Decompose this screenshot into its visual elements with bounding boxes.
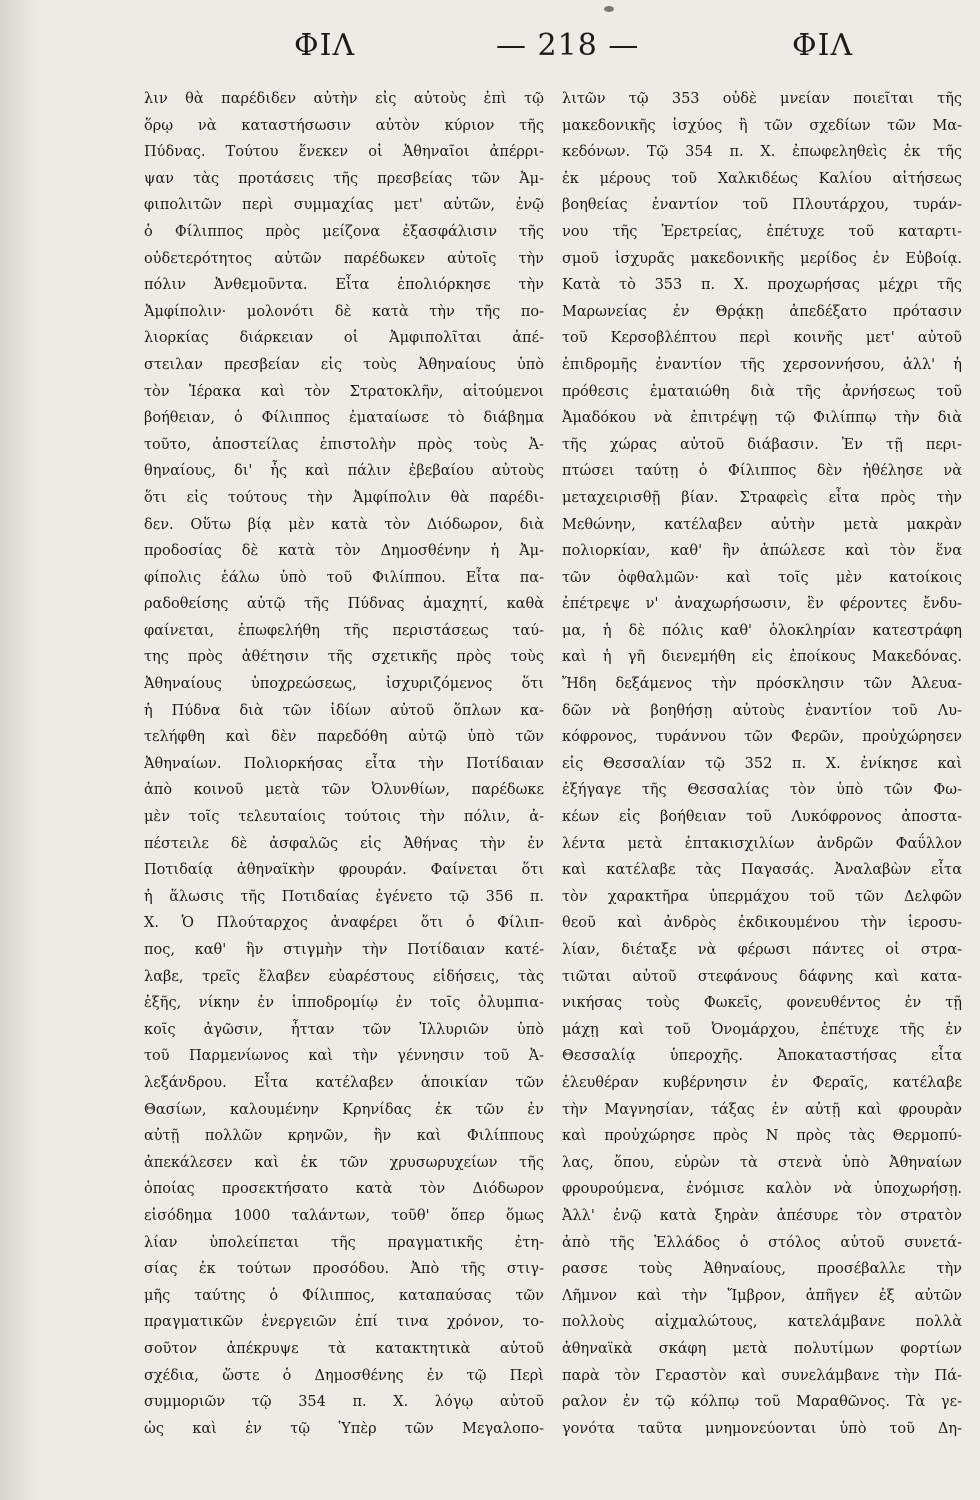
right-column-text-line: ἐπέτρεψε ν' ἀναχωρήσωσιν, ἓν φέροντες ἔνδυ- xyxy=(562,596,962,613)
right-column-text-line: λιτῶν τῷ 353 οὐδὲ μνείαν ποιεῖται τῆς xyxy=(562,91,962,107)
page-number: — 218 — xyxy=(496,28,640,63)
left-column-text-line: πραγματικῶν ἐνεργειῶν ἐπί τινα χρόνον, το- xyxy=(144,1314,544,1331)
right-column-text-line: καὶ κατέλαβε τὰς Παγασάς. Ἀναλαβὼν εἶτα xyxy=(562,862,962,879)
right-column-text-line: μεταχειρισθῇ βίαν. Στραφεὶς εἶτα πρὸς τὴν xyxy=(562,489,962,506)
right-column-text-line: εἰς Θεσσαλίαν τῷ 352 π. Χ. ἐνίκησε καὶ xyxy=(562,755,962,772)
right-column-text-line: Θεσσαλίᾳ ὑπεροχῆς. Ἀποκαταστήσας εἶτα xyxy=(562,1048,962,1065)
left-column-text-line: φιπολιτῶν περὶ συμμαχίας μετ' αὐτῶν, ἐνῷ xyxy=(144,197,544,214)
left-column-text-line: λίαν ὑπολείπεται τῆς πραγματικῆς ἐτη- xyxy=(144,1234,544,1251)
right-column-text-line: Ἤδη δεξάμενος τὴν πρόσκλησιν τῶν Ἀλευα- xyxy=(562,676,962,693)
right-column-text-line: ἐκ μέρους τοῦ Χαλκιδέως Καλίου αἰτήσεως xyxy=(562,170,962,187)
left-column-text-line: Χ. Ὁ Πλούταρχος ἀναφέρει ὅτι ὁ Φίλιπ- xyxy=(144,915,544,932)
right-column-text-line: ἐξήγαγε τῆς Θεσσαλίας τὸν ὑπὸ τῶν Φω- xyxy=(562,782,962,799)
left-column-text-line: σοῦτον ἀπέκρυψε τὰ κατακτητικὰ αὐτοῦ xyxy=(144,1340,544,1357)
right-column xyxy=(562,86,962,1442)
left-column-text-line: λιορκίας διάρκειαν οἱ Ἀμφιπολῖται ἀπέ- xyxy=(144,330,544,347)
left-column-text-line: σχέδια, ὥστε ὁ Δημοσθένης ἐν τῷ Περὶ xyxy=(144,1367,544,1384)
left-column-text-line: προδοσίας δὲ κατὰ τὸν Δημοσθένην ἡ Ἀμ- xyxy=(144,543,544,560)
right-column-text-line: λίαν, διέταξε νὰ φέρωσι πάντες οἱ στρα- xyxy=(562,942,962,958)
left-column-text-line: αὐτῇ πολλῶν κρηνῶν, ἣν καὶ Φιλίππους xyxy=(144,1128,544,1145)
left-column-text-line: πος, καθ' ἣν στιγμὴν τὴν Ποτίδαιαν κατέ- xyxy=(144,942,544,958)
left-column-text-line: ἀπεκάλεσεν καὶ ἐκ τῶν χρυσωρυχείων τῆς xyxy=(144,1154,544,1171)
running-head-left: ΦΙΛ xyxy=(294,28,356,63)
right-column-text-line: ἐλευθέραν κυβέρνησιν ἐν Φεραῖς, κατέλαβε xyxy=(562,1074,962,1091)
left-column-text-line: τοῦτο, ἀποστείλας ἐπιστολὴν πρὸς τοὺς Ἀ- xyxy=(144,436,544,453)
right-column-text-line: Ἀμαδόκου νὰ ἐπιτρέψῃ τῷ Φιλίππῳ τὴν διὰ xyxy=(562,410,962,427)
right-column-text-line: νικήσας τοὺς Φωκεῖς, φονευθέντος ἐν τῇ xyxy=(562,995,962,1012)
left-column-text-line: πέστειλε δὲ ἀσφαλῶς εἰς Ἀθήνας τὴν ἐν xyxy=(144,835,544,852)
left-column-text-line: Ἀθηναίων. Πολιορκήσας εἶτα τὴν Ποτίδαιαν xyxy=(144,755,544,772)
right-column-text-line: νου τῆς Ἐρετρείας, ἐπέτυχε τοῦ καταρτι- xyxy=(562,223,962,240)
left-column-text-line: οὐδετερότητος αὐτῶν παρέδωκεν αὐτοῖς τὴν xyxy=(144,250,544,267)
left-column-text-line: λαβε, τρεῖς ἔλαβεν εὐαρέστους εἰδήσεις, τὰς xyxy=(144,968,544,985)
right-column-text-line: πολιορκίαν, καθ' ἣν ἀπώλεσε καὶ τὸν ἕνα xyxy=(562,543,962,560)
right-column-text-line: Μαρωνείας ἐν Θρᾴκῃ ἀπεδέξατο πρότασιν xyxy=(562,303,962,320)
right-column-text-line: βοηθείας ἐναντίον τοῦ Πλουτάρχου, τυράν- xyxy=(562,197,962,214)
left-column-text-line: θηναίους, δι' ἧς καὶ πάλιν ἐβεβαίου αὐτοὺς xyxy=(144,463,544,480)
left-column-text-line: της πρὸς ἀθέτησιν τῆς σχετικῆς πρὸς τοὺς xyxy=(144,649,544,666)
left-column-text-line: Ἀθηναίους ὑποχρεώσεως, ἰσχυριζόμενος ὅτι xyxy=(144,676,544,693)
left-column-text-line: ἑξῆς, νίκην ἐν ἱπποδρομίῳ ἐν τοῖς ὀλυμπια- xyxy=(144,995,544,1012)
left-column-text-line: ἀπὸ κοινοῦ μετὰ τῶν Ὀλυνθίων, παρέδωκε xyxy=(144,782,544,799)
right-column-text-line: τῶν ὀφθαλμῶν· καὶ τοῖς μὲν κατοίκοις xyxy=(562,569,962,586)
right-column-text-line: Ἀλλ' ἐνῷ κατὰ ξηρὰν ἀπέσυρε τὸν στρατὸν xyxy=(562,1207,962,1224)
left-column-text-line: Θασίων, καλουμένην Κρηνίδας ἐκ τῶν ἐν xyxy=(144,1101,544,1118)
ink-blot xyxy=(604,6,614,12)
left-column-text-line: Πύδνας. Τούτου ἕνεκεν οἱ Ἀθηναῖοι ἀπέρρι- xyxy=(144,144,544,161)
right-column-text-line: μακεδονικῆς ἰσχύος ἢ τῶν σχεδίων τῶν Μα- xyxy=(562,117,962,134)
left-column-text-line: φίπολις ἑάλω ὑπὸ τοῦ Φιλίππου. Εἶτα πα- xyxy=(144,569,544,586)
left-column-text-line: μῆς ταύτης ὁ Φίλιππος, καταπαύσας τῶν xyxy=(144,1287,544,1304)
right-column-text-line: φρουρούμενα, ἐνόμισε καλὸν νὰ ὑποχωρήσῃ. xyxy=(562,1181,962,1198)
left-column-text-line: ὡς καὶ ἐν τῷ Ὑπὲρ τῶν Μεγαλοπο- xyxy=(144,1420,544,1437)
left-column-text-line: ὁποίας προσεκτήσατο κατὰ τὸν Διόδωρον xyxy=(144,1181,544,1198)
right-column-text-line: τὴν Μαγνησίαν, τάξας ἐν αὐτῇ καὶ φρουρὰν xyxy=(562,1101,962,1118)
left-column-text-line: βοήθειαν, ὁ Φίλιππος ἐματαίωσε τὸ διάβημα xyxy=(144,410,544,427)
right-column-text-line: γονότα ταῦτα μνημονεύονται ὑπὸ τοῦ Δη- xyxy=(562,1420,962,1437)
left-column-text-line: στειλαν πρεσβείαν εἰς τοὺς Ἀθηναίους ὑπὸ xyxy=(144,356,544,373)
left-column-text-line: Ποτιδαίᾳ ἀθηναϊκὴν φρουράν. Φαίνεται ὅτι xyxy=(144,862,544,879)
right-column-text-line: ἀθηναϊκὰ σκάφη μετὰ πολυτίμων φορτίων xyxy=(562,1340,962,1357)
right-column-text-line: Κατὰ τὸ 353 π. Χ. προχωρήσας μέχρι τῆς xyxy=(562,277,962,294)
left-column-text-line: φαίνεται, ἐπωφελήθη τῆς περιστάσεως ταύ- xyxy=(144,622,544,639)
right-column-text-line: Μεθώνην, κατέλαβεν αὐτὴν μετὰ μακρὰν xyxy=(562,516,962,533)
left-column-text-line: τελήφθη καὶ δὲν παρεδόθη αὐτῷ ὑπὸ τῶν xyxy=(144,729,544,746)
right-column-text-line: τοῦ Κερσοβλέπτου περὶ κοινῆς μετ' αὐτοῦ xyxy=(562,330,962,347)
left-column-text-line: ψαν τὰς προτάσεις τῆς πρεσβείας τῶν Ἀμ- xyxy=(144,170,544,187)
right-column-text-line: ραλον ἐν τῷ κόλπῳ τοῦ Μαραθῶνος. Τὰ γε- xyxy=(562,1394,962,1411)
right-column-text-line: μα, ἡ δὲ πόλις καθ' ὁλοκληρίαν κατεστράφη xyxy=(562,622,962,639)
right-column-text-line: Λῆμνον καὶ τὴν Ἴμβρον, ἀπῆγεν ἐξ αὐτῶν xyxy=(562,1287,962,1304)
right-column-text-line: ρασσε τοὺς Ἀθηναίους, προσέβαλλε τὴν xyxy=(562,1261,962,1278)
left-column-text-line: ὅτι εἰς τούτους τὴν Ἀμφίπολιν θὰ παρέδι- xyxy=(144,489,544,506)
right-column-text-line: καὶ ἡ γῆ διενεμήθη εἰς ἐποίκους Μακεδόνας. xyxy=(562,649,962,666)
right-column-text-line: πτώσει ταύτῃ ὁ Φίλιππος δὲν ἠθέλησε νὰ xyxy=(562,463,962,480)
left-column-text-line: λιν θὰ παρέδιδεν αὐτὴν εἰς αὐτοὺς ἐπὶ τῷ xyxy=(144,91,544,107)
page-header xyxy=(140,28,920,78)
left-column-text-line: σίας ἐκ τούτων προσόδου. Ἀπὸ τῆς στιγ- xyxy=(144,1261,544,1278)
left-column-text-line: ἡ ἅλωσις τῆς Ποτιδαίας ἐγένετο τῷ 356 π. xyxy=(144,888,544,905)
left-column-text-line: τὸν Ἱέρακα καὶ τὸν Στρατοκλῆν, αἰτούμενοι xyxy=(144,383,544,400)
right-column-text-line: θεοῦ καὶ ἀνδρὸς ἐκδικουμένου τὴν ἱεροσυ- xyxy=(562,915,962,932)
right-column-text-line: κεδόνων. Τῷ 354 π. Χ. ἐπωφεληθεὶς ἐκ τῆς xyxy=(562,144,962,161)
left-column-text-line: πόλιν Ἀνθεμοῦντα. Εἶτα ἐπολιόρκησε τὴν xyxy=(144,277,544,294)
right-column-text-line: τὸν χαρακτῆρα ὑπερμάχου τοῦ τῶν Δελφῶν xyxy=(562,888,962,905)
right-column-text-line: κόφρονος, τυράννου τῶν Φερῶν, προὐχώρησεν xyxy=(562,729,962,746)
right-column-text-line: τῆς χώρας αὐτοῦ διάβασιν. Ἐν τῇ περι- xyxy=(562,436,962,453)
running-head-right: ΦΙΛ xyxy=(792,28,854,63)
right-column-text-line: καὶ προὐχώρησε πρὸς Ν πρὸς τὰς Θερμοπύ- xyxy=(562,1128,962,1145)
right-column-text-line: λέντα μετὰ ἑπτακισχιλίων ἀνδρῶν Φαΰλλον xyxy=(562,835,962,852)
right-column-text-line: μάχῃ καὶ τοῦ Ὀνομάρχου, ἐπέτυχε τῆς ἐν xyxy=(562,1021,962,1038)
right-column-text-line: ἐπιδρομῆς ἐναντίον τῆς χερσοννήσου, ἀλλ' ἡ xyxy=(562,356,962,373)
left-column-text-line: Ἀμφίπολιν· μολονότι δὲ κατὰ τὴν τῆς πο- xyxy=(144,303,544,320)
left-column xyxy=(144,86,544,1442)
right-column-text-line: πρόθεσις ἐματαιώθη διὰ τῆς ἀρνήσεως τοῦ xyxy=(562,383,962,400)
left-column-text-line: ὁ Φίλιππος πρὸς μείζονα ἐξασφάλισιν τῆς xyxy=(144,223,544,240)
right-column-text-line: κέων εἰς βοήθειαν τοῦ Λυκόφρονος ἀποστα- xyxy=(562,809,962,826)
left-column-text-line: τοῦ Παρμενίωνος καὶ τὴν γέννησιν τοῦ Ἀ- xyxy=(144,1048,544,1065)
left-column-text-line: κοῖς ἀγῶσιν, ἧτταν τῶν Ἰλλυριῶν ὑπὸ xyxy=(144,1021,544,1038)
right-column-text-line: πολλοὺς αἰχμαλώτους, κατελάμβανε πολλὰ xyxy=(562,1314,962,1331)
right-column-text-line: ἀπὸ τῆς Ἑλλάδος ὁ στόλος αὐτοῦ συνετά- xyxy=(562,1234,962,1251)
left-column-text-line: λεξάνδρου. Εἶτα κατέλαβεν ἀποικίαν τῶν xyxy=(144,1074,544,1091)
left-column-text-line: ραδοθείσης αὐτῷ τῆς Πύδνας ἀμαχητί, καθὰ xyxy=(144,596,544,613)
right-column-text-line: παρὰ τὸν Γεραστὸν καὶ συνελάμβανε τὴν Πά- xyxy=(562,1367,962,1384)
left-column-text-line: συμμοριῶν τῷ 354 π. Χ. λόγῳ αὐτοῦ xyxy=(144,1394,544,1411)
left-column-text-line: μὲν τοῖς τελευταίοις τούτοις τὴν πόλιν, ἀ- xyxy=(144,809,544,826)
right-column-text-line: τιῶται αὐτοῦ στεφάνους δάφνης καὶ κατα- xyxy=(562,968,962,985)
left-column-text-line: δεν. Οὕτω βίᾳ μὲν κατὰ τὸν Διόδωρον, διὰ xyxy=(144,516,544,533)
right-column-text-line: σμοῦ ἰσχυρᾶς μακεδονικῆς μερίδος ἐν Εὐβοίᾳ. xyxy=(562,250,962,267)
page-gutter-shadow xyxy=(0,0,40,1500)
right-column-text-line: δῶν νὰ βοηθήσῃ αὐτοὺς ἐναντίον τοῦ Λυ- xyxy=(562,702,962,719)
left-column-text-line: ἡ Πύδνα διὰ τῶν ἰδίων αὐτοῦ ὅπλων κα- xyxy=(144,702,544,719)
left-column-text-line: εἰσόδημα 1000 ταλάντων, τοῦθ' ὅπερ ὅμως xyxy=(144,1207,544,1224)
right-column-text-line: λας, ὅπου, εὑρὼν τὰ στενὰ ὑπὸ Ἀθηναίων xyxy=(562,1154,962,1171)
left-column-text-line: ὅρῳ νὰ καταστήσωσιν αὐτὸν κύριον τῆς xyxy=(144,117,544,134)
